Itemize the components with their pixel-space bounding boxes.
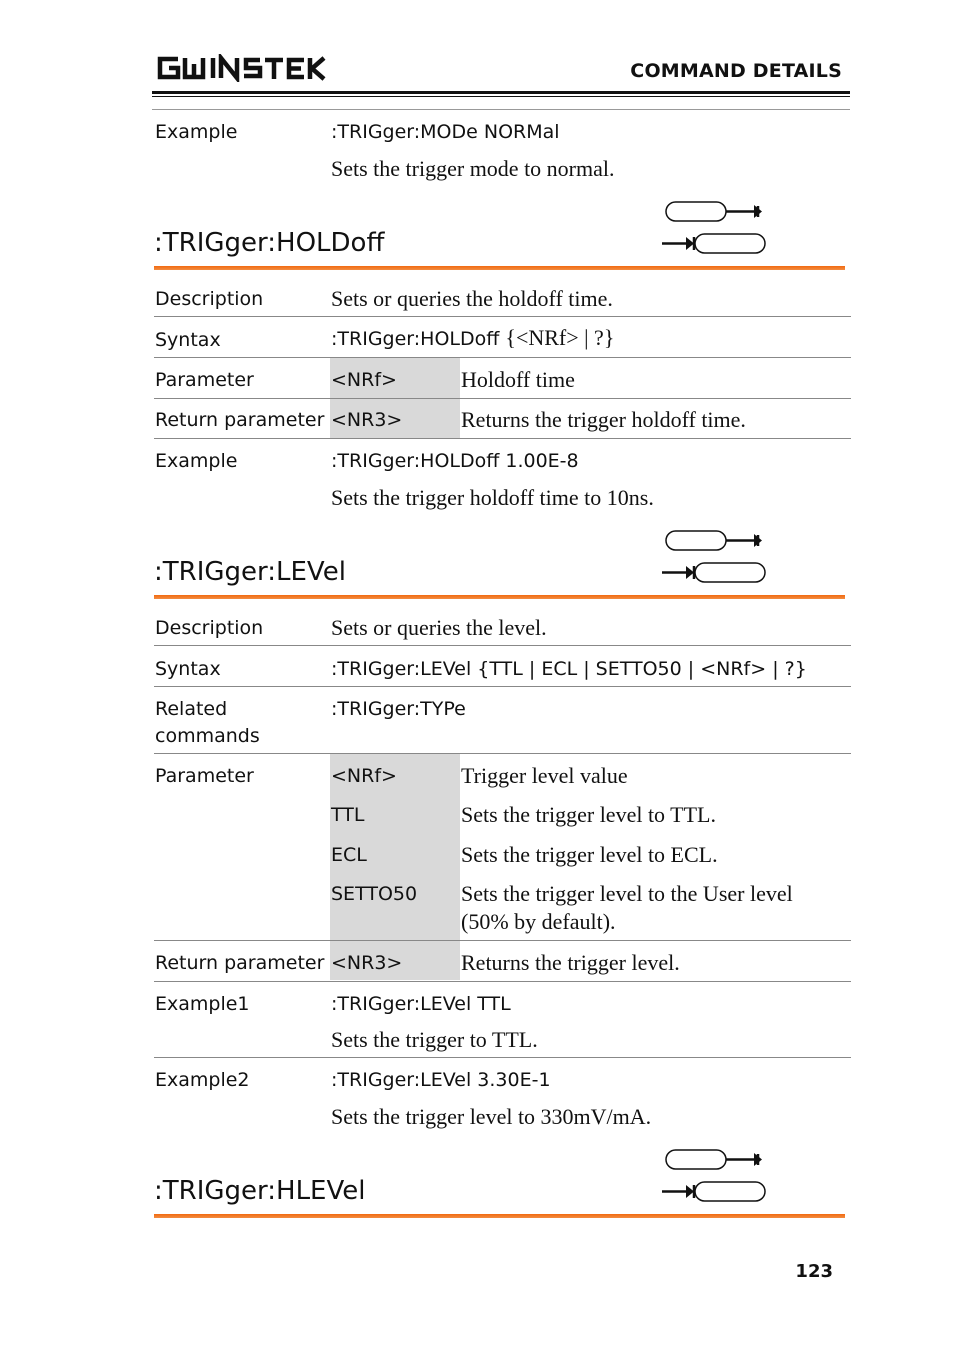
holdoff-example-command: :TRIGger:HOLDoff 1.00E-8	[331, 450, 579, 472]
set-query-icon	[660, 200, 766, 256]
gw-instek-logo	[156, 54, 326, 82]
level-example2-command: :TRIGger:LEVel 3.30E-1	[331, 1069, 551, 1091]
level-param-desc-cont: (50% by default).	[461, 909, 616, 934]
example-label: Example	[155, 121, 238, 143]
level-param-shade	[330, 754, 460, 980]
level-param-name: <NRf>	[331, 765, 397, 787]
page-number: 123	[795, 1261, 833, 1282]
level-param-name: TTL	[331, 804, 365, 826]
level-example2-label: Example2	[155, 1069, 250, 1091]
example-command: :TRIGger:MODe NORMal	[331, 121, 560, 143]
level-example1-label: Example1	[155, 993, 250, 1015]
holdoff-param-desc: Holdoff time	[461, 367, 575, 392]
level-related-label-1: Related	[155, 698, 228, 720]
set-query-icon	[660, 1148, 766, 1204]
section-rule-holdoff	[154, 266, 845, 270]
holdoff-syntax-label: Syntax	[155, 329, 221, 351]
level-syntax: :TRIGger:LEVel {TTL | ECL | SETTO50 | <NRf> | ?}	[331, 658, 807, 680]
holdoff-syntax-args: {<NRf> | ?}	[505, 325, 615, 350]
row-rule	[154, 357, 851, 358]
example-note: Sets the trigger mode to normal.	[331, 156, 615, 181]
level-example2-note: Sets the trigger level to 330mV/mA.	[331, 1104, 652, 1129]
level-return-name: <NR3>	[331, 952, 403, 974]
section-title-hlevel: :TRIGger:HLEVel	[154, 1176, 366, 1206]
level-related-command[interactable]: :TRIGger:TYPe	[331, 698, 466, 720]
holdoff-description: Sets or queries the holdoff time.	[331, 286, 613, 311]
row-rule	[154, 753, 851, 754]
level-param-name: SETTO50	[331, 883, 418, 905]
row-rule	[154, 686, 851, 687]
row-rule	[154, 438, 851, 439]
row-rule	[154, 1057, 851, 1058]
holdoff-description-label: Description	[155, 288, 264, 310]
running-header-title: COMMAND DETAILS	[630, 60, 842, 82]
set-query-icon	[660, 529, 766, 585]
holdoff-syntax	[331, 325, 614, 351]
level-description: Sets or queries the level.	[331, 615, 547, 640]
table-top-rule	[152, 109, 850, 110]
holdoff-parameter-label: Parameter	[155, 369, 254, 391]
row-rule	[154, 316, 851, 317]
row-rule	[154, 645, 851, 646]
level-return-desc: Returns the trigger level.	[461, 950, 680, 975]
section-rule-level	[154, 595, 845, 599]
level-related-label-2: commands	[155, 725, 260, 747]
level-example1-note: Sets the trigger to TTL.	[331, 1027, 538, 1052]
level-param-desc: Sets the trigger level to ECL.	[461, 842, 718, 867]
level-description-label: Description	[155, 617, 264, 639]
holdoff-return-label: Return parameter	[155, 409, 325, 431]
header-rule-thin	[152, 96, 850, 97]
level-param-desc: Sets the trigger level to the User level	[461, 881, 793, 906]
holdoff-return-name: <NR3>	[331, 409, 403, 431]
row-rule	[154, 940, 851, 941]
section-rule-hlevel	[154, 1214, 845, 1218]
level-parameter-label: Parameter	[155, 765, 254, 787]
level-example1-command: :TRIGger:LEVel TTL	[331, 993, 511, 1015]
level-return-label: Return parameter	[155, 952, 325, 974]
holdoff-param-name: <NRf>	[331, 369, 397, 391]
holdoff-return-desc: Returns the trigger holdoff time.	[461, 407, 746, 432]
level-param-desc: Trigger level value	[461, 763, 628, 788]
level-syntax-label: Syntax	[155, 658, 221, 680]
level-param-desc: Sets the trigger level to TTL.	[461, 802, 716, 827]
row-rule	[154, 398, 851, 399]
header-rule-thick	[152, 91, 850, 94]
holdoff-example-note: Sets the trigger holdoff time to 10ns.	[331, 485, 654, 510]
holdoff-example-label: Example	[155, 450, 238, 472]
row-rule	[154, 981, 851, 982]
section-title-level: :TRIGger:LEVel	[154, 557, 346, 587]
holdoff-syntax-command: :TRIGger:HOLDoff	[331, 328, 506, 350]
section-title-holdoff: :TRIGger:HOLDoff	[154, 228, 385, 258]
level-param-name: ECL	[331, 844, 367, 866]
